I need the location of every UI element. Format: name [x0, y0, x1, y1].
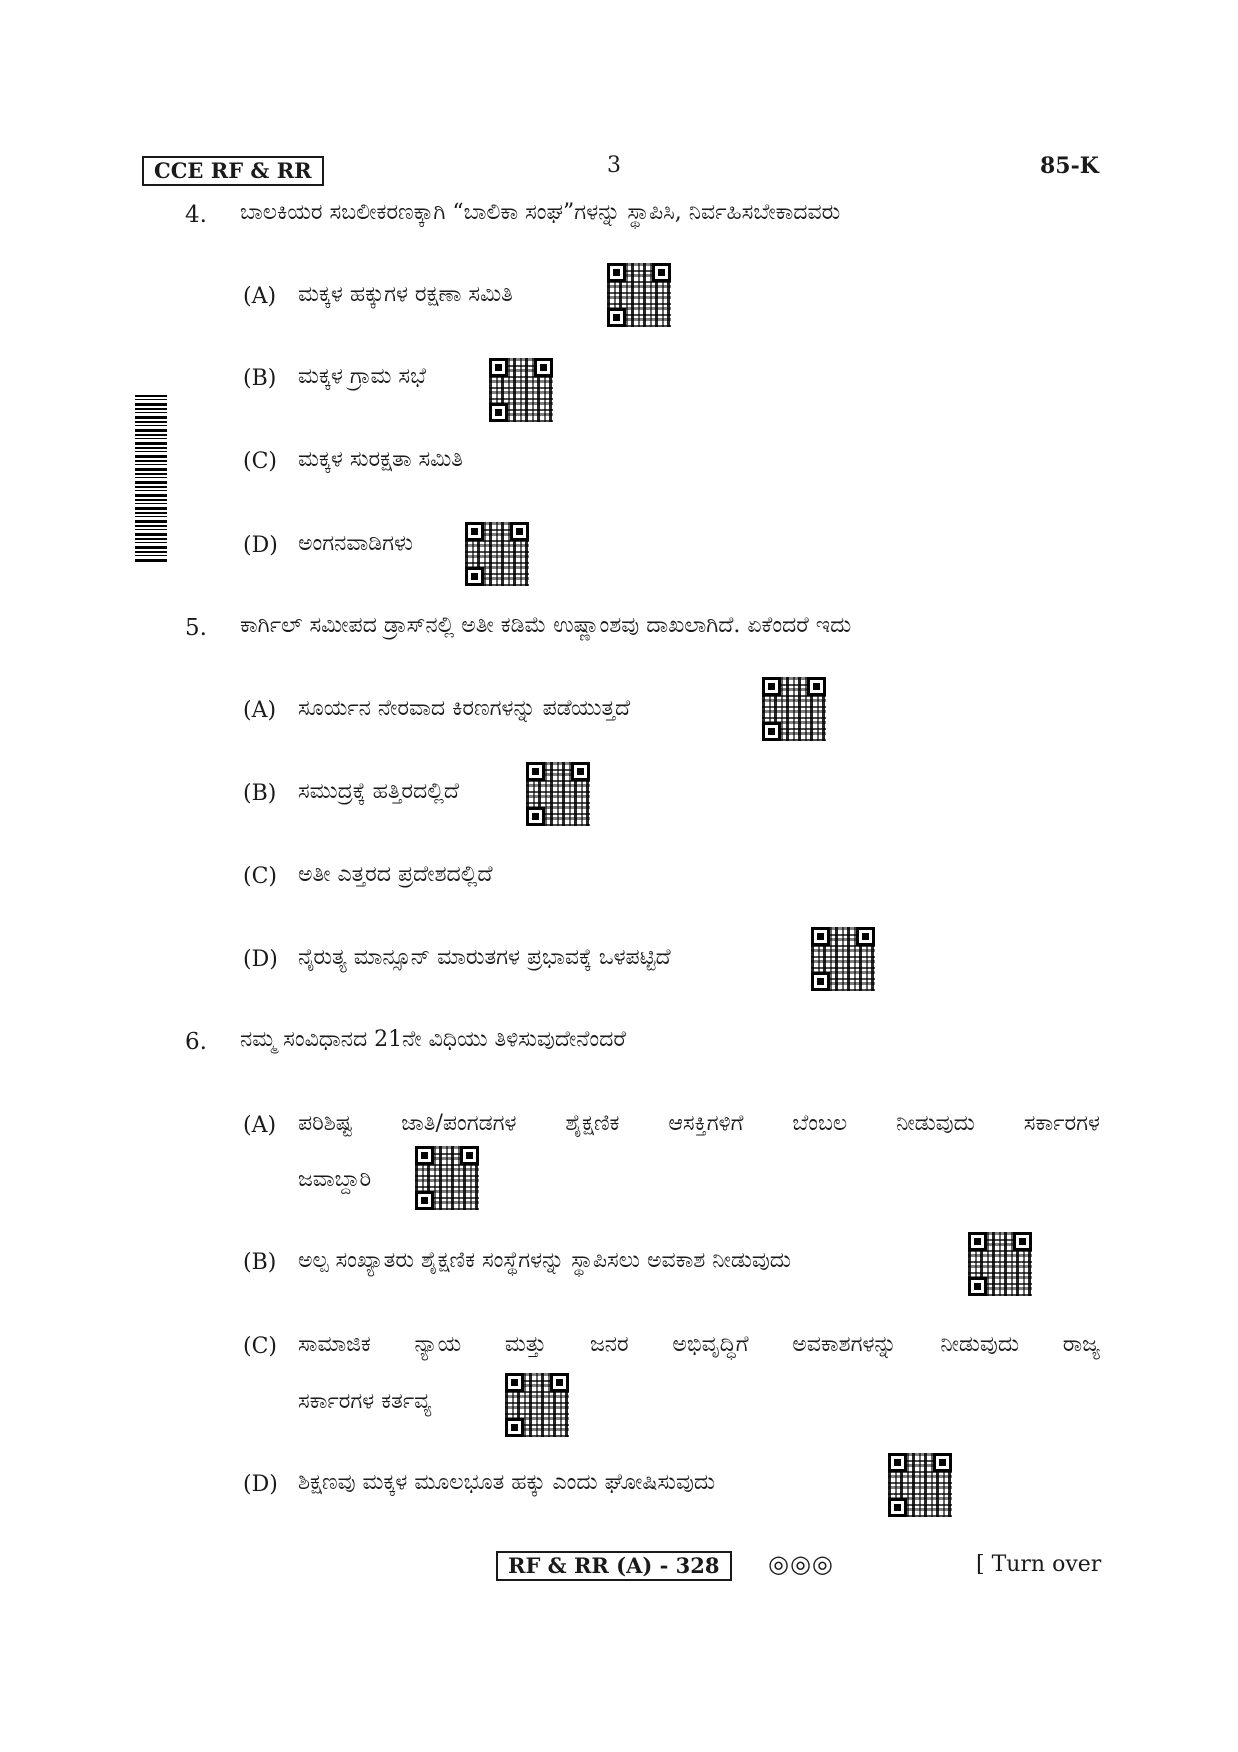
option-text: ಸಮುದ್ರಕ್ಕೆ ಹತ್ತಿರದಲ್ಲಿದೆ [298, 779, 459, 804]
qr-code-icon [968, 1232, 1032, 1296]
option-letter: (A) [243, 1113, 277, 1138]
option-letter: (C) [243, 864, 277, 889]
page-number: 3 [607, 153, 621, 178]
option-letter: (B) [243, 1250, 277, 1275]
qr-code-icon [465, 522, 529, 586]
option-letter: (B) [243, 781, 277, 806]
option-letter: (D) [243, 947, 278, 972]
option-letter: (D) [243, 1472, 278, 1497]
option-text: ಮಕ್ಕಳ ಸುರಕ್ಷತಾ ಸಮಿತಿ [298, 447, 463, 472]
paper-code: 85-K [1040, 153, 1099, 179]
question-text: ಕಾರ್ಗಿಲ್ ಸಮೀಪದ ಡ್ರಾಸ್‌ನಲ್ಲಿ ಅತೀ ಕಡಿಮೆ ಉಷ್ಣಾಂಶವು ದಾಖಲಾಗಿದೆ. ಏಕೆಂದರೆ ಇದು [240, 613, 852, 638]
option-text: ಅತೀ ಎತ್ತರದ ಪ್ರದೇಶದಲ್ಲಿದೆ [298, 862, 493, 887]
option-text: ಅಂಗನವಾಡಿಗಳು [298, 531, 413, 556]
concentric-circles-icon: ◎◎◎ [768, 1550, 834, 1578]
option-text-continued: ಜವಾಬ್ದಾರಿ [298, 1167, 372, 1192]
paper-series-box: CCE RF & RR [142, 156, 324, 186]
option-text: ನೈರುತ್ಯ ಮಾನ್ಸೂನ್ ಮಾರುತಗಳ ಪ್ರಭಾವಕ್ಕೆ ಒಳಪಟ್ಟಿದೆ [298, 945, 671, 970]
option-text: ಸಾಮಾಜಿಕ ನ್ಯಾಯ ಮತ್ತು ಜನರ ಅಭಿವೃದ್ಧಿಗೆ ಅವಕಾಶಗಳನ್ನು ನೀಡುವುದು ರಾಜ್ಯ [298, 1332, 1100, 1357]
option-text: ಶಿಕ್ಷಣವು ಮಕ್ಕಳ ಮೂಲಭೂತ ಹಕ್ಕು ಎಂದು ಘೋಷಿಸುವುದು [298, 1470, 716, 1495]
option-text: ಪರಿಶಿಷ್ಟ ಜಾತಿ/ಪಂಗಡಗಳ ಶೈಕ್ಷಣಿಕ ಆಸಕ್ತಿಗಳಿಗೆ ಬೆಂಬಲ ನೀಡುವುದು ಸರ್ಕಾರಗಳ [298, 1111, 1100, 1136]
qr-code-icon [526, 762, 590, 826]
option-text: ಅಲ್ಪ ಸಂಖ್ಯಾತರು ಶೈಕ್ಷಣಿಕ ಸಂಸ್ಥೆಗಳನ್ನು ಸ್ಥಾಪಿಸಲು ಅವಕಾಶ ನೀಡುವುದು [298, 1248, 792, 1273]
option-letter: (D) [243, 533, 278, 558]
question-number: 6. [185, 1029, 207, 1055]
qr-code-icon [811, 927, 875, 991]
option-letter: (C) [243, 449, 277, 474]
option-text-continued: ಸರ್ಕಾರಗಳ ಕರ್ತವ್ಯ [298, 1389, 432, 1414]
barcode-icon [135, 395, 167, 563]
booklet-code-box: RF & RR (A) - 328 [496, 1551, 732, 1581]
option-letter: (C) [243, 1334, 277, 1359]
option-letter: (B) [243, 366, 277, 391]
question-text: ನಮ್ಮ ಸಂವಿಧಾನದ 21ನೇ ವಿಧಿಯು ತಿಳಿಸುವುದೇನೆಂದರೆ [240, 1027, 626, 1052]
option-text: ಮಕ್ಕಳ ಹಕ್ಕುಗಳ ರಕ್ಷಣಾ ಸಮಿತಿ [298, 282, 513, 307]
option-letter: (A) [243, 698, 277, 723]
qr-code-icon [607, 263, 671, 327]
qr-code-icon [888, 1453, 952, 1517]
question-number: 5. [185, 615, 207, 641]
option-text: ಸೂರ್ಯನ ನೇರವಾದ ಕಿರಣಗಳನ್ನು ಪಡೆಯುತ್ತದೆ [298, 696, 631, 721]
qr-code-icon [415, 1146, 479, 1210]
qr-code-icon [505, 1373, 569, 1437]
option-text: ಮಕ್ಕಳ ಗ್ರಾಮ ಸಭೆ [298, 364, 426, 389]
qr-code-icon [489, 358, 553, 422]
turn-over-note: [ Turn over [976, 1552, 1102, 1577]
question-number: 4. [185, 202, 207, 228]
question-text: ಬಾಲಕಿಯರ ಸಬಲೀಕರಣಕ್ಕಾಗಿ “ಬಾಲಿಕಾ ಸಂಘ”ಗಳನ್ನು ಸ್ಥಾಪಿಸಿ, ನಿರ್ವಹಿಸಬೇಕಾದವರು [240, 200, 841, 225]
option-letter: (A) [243, 284, 277, 309]
qr-code-icon [762, 677, 826, 741]
